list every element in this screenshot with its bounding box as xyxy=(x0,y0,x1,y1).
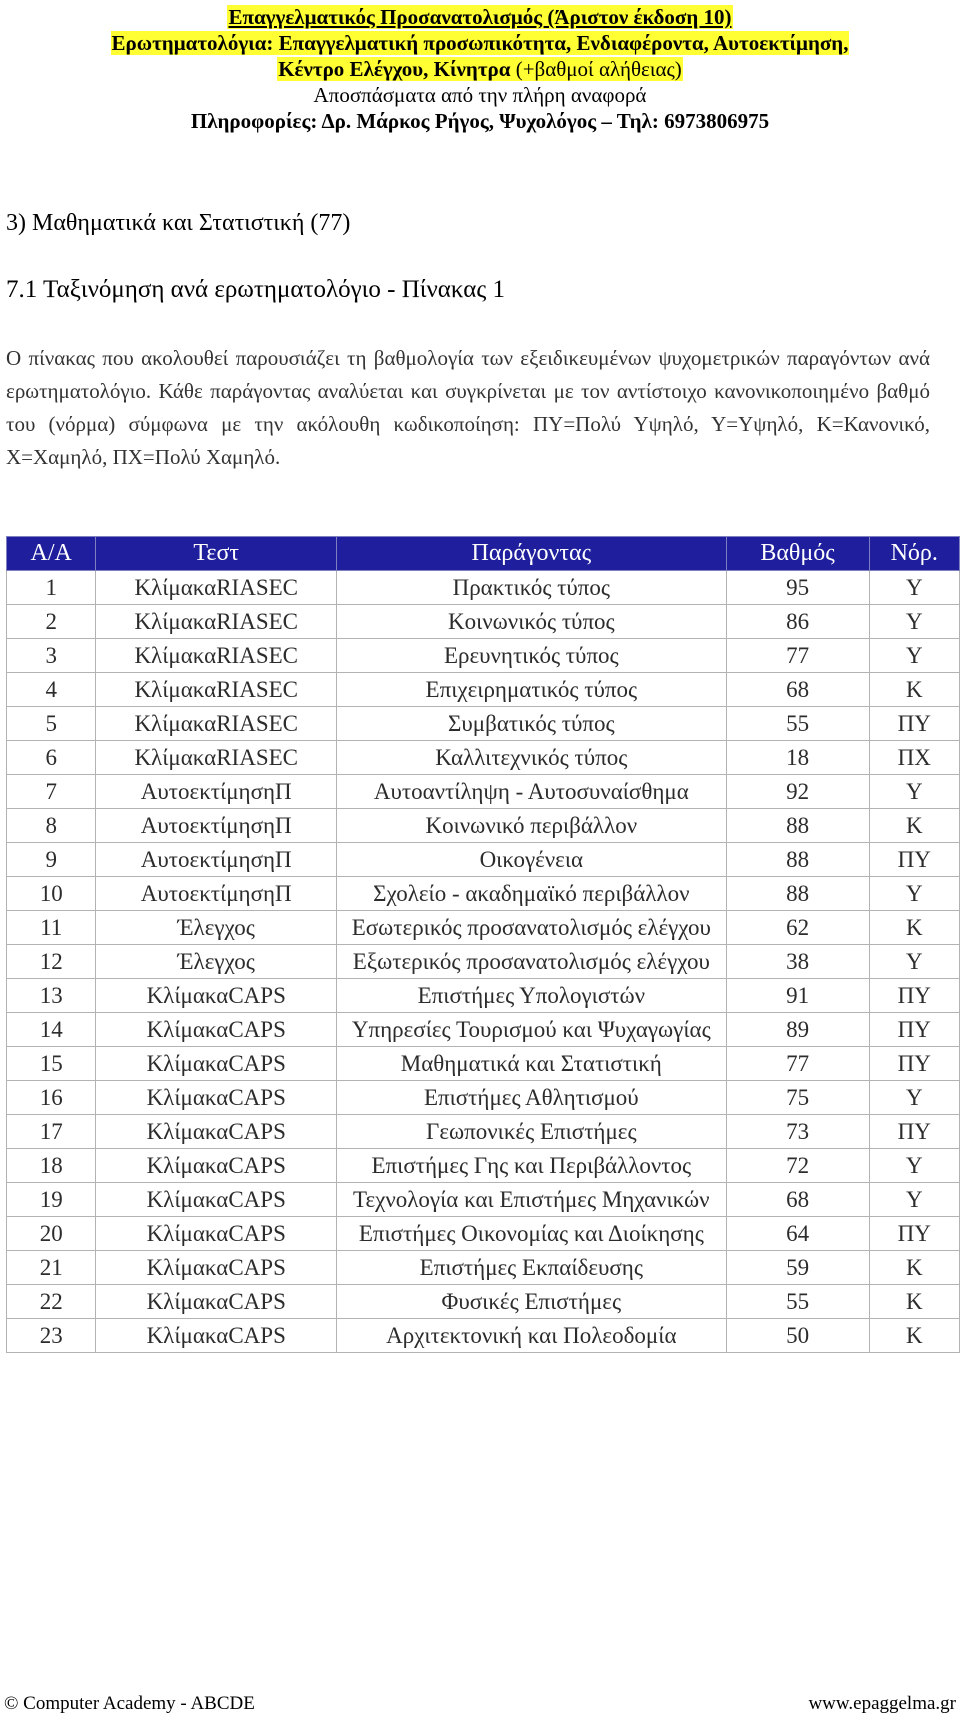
cell-score: 68 xyxy=(726,1183,869,1217)
cell-norm: ΠΧ xyxy=(869,741,959,775)
table-row xyxy=(7,1285,960,1319)
cell-test: ΑυτοεκτίμησηΠ xyxy=(96,809,337,843)
intro-text: Ο πίνακας που ακολουθεί παρουσιάζει τη βαθμολογία των εξειδικευμένων ψυχομετρικών παραγόντων ανά ερωτηματολόγιο. Κάθε παράγοντας αναλύεται και συγκρίνεται με τον αντίστοιχο κανονικοποιημένο βαθμό του (νόρμα) σύμφωνα με την ακόλουθη κωδικοποίηση: ΠΥ=Πολύ Υψηλό, Υ=Υψηλό, Κ=Κανονικό, Χ=Χαμηλό, ΠΧ=Πολύ Χαμηλό. xyxy=(6,346,930,469)
cell-score: 55 xyxy=(726,1285,869,1319)
cell-test: ΚλίμακαCAPS xyxy=(96,1081,337,1115)
table-header-row xyxy=(7,537,960,571)
table-row xyxy=(7,1013,960,1047)
table-row xyxy=(7,673,960,707)
cell-index: 12 xyxy=(7,945,96,979)
table-row xyxy=(7,1047,960,1081)
table-row xyxy=(7,639,960,673)
cell-norm: Κ xyxy=(869,673,959,707)
document-header xyxy=(0,4,960,134)
cell-factor: Επιστήμες Εκπαίδευσης xyxy=(337,1251,727,1285)
cell-index: 23 xyxy=(7,1319,96,1353)
cell-index: 14 xyxy=(7,1013,96,1047)
cell-score: 77 xyxy=(726,1047,869,1081)
header-cell-factor: Παράγοντας xyxy=(337,537,727,571)
cell-factor: Πρακτικός τύπος xyxy=(337,571,727,605)
header-cell-test: Τεστ xyxy=(96,537,337,571)
table-row xyxy=(7,945,960,979)
cell-factor: Αυτοαντίληψη - Αυτοσυναίσθημα xyxy=(337,775,727,809)
cell-index: 19 xyxy=(7,1183,96,1217)
table-row xyxy=(7,571,960,605)
cell-score: 72 xyxy=(726,1149,869,1183)
cell-index: 9 xyxy=(7,843,96,877)
table-row xyxy=(7,707,960,741)
table-row xyxy=(7,1319,960,1353)
header-cell-norm: Νόρ. xyxy=(869,537,959,571)
cell-index: 2 xyxy=(7,605,96,639)
cell-norm: Κ xyxy=(869,1319,959,1353)
cell-score: 50 xyxy=(726,1319,869,1353)
header-cell-score: Βαθμός xyxy=(726,537,869,571)
table-row xyxy=(7,775,960,809)
table-row xyxy=(7,1183,960,1217)
cell-norm: ΠΥ xyxy=(869,1115,959,1149)
cell-score: 92 xyxy=(726,775,869,809)
cell-test: ΚλίμακαCAPS xyxy=(96,979,337,1013)
cell-norm: Κ xyxy=(869,809,959,843)
header-cell-index: Α/Α xyxy=(7,537,96,571)
cell-index: 11 xyxy=(7,911,96,945)
cell-factor: Εσωτερικός προσανατολισμός ελέγχου xyxy=(337,911,727,945)
cell-norm: Υ xyxy=(869,775,959,809)
cell-norm: ΠΥ xyxy=(869,1013,959,1047)
cell-norm: Υ xyxy=(869,571,959,605)
cell-score: 59 xyxy=(726,1251,869,1285)
cell-test: ΚλίμακαRIASEC xyxy=(96,571,337,605)
cell-score: 55 xyxy=(726,707,869,741)
cell-test: ΑυτοεκτίμησηΠ xyxy=(96,775,337,809)
cell-index: 17 xyxy=(7,1115,96,1149)
cell-factor: Υπηρεσίες Τουρισμού και Ψυχαγωγίας xyxy=(337,1013,727,1047)
cell-factor: Επιστήμες Γης και Περιβάλλοντος xyxy=(337,1149,727,1183)
cell-score: 77 xyxy=(726,639,869,673)
cell-factor: Επιστήμες Αθλητισμού xyxy=(337,1081,727,1115)
cell-test: ΚλίμακαCAPS xyxy=(96,1115,337,1149)
cell-index: 15 xyxy=(7,1047,96,1081)
cell-test: ΚλίμακαCAPS xyxy=(96,1047,337,1081)
table-row xyxy=(7,1251,960,1285)
cell-norm: Υ xyxy=(869,877,959,911)
cell-test: ΚλίμακαRIASEC xyxy=(96,605,337,639)
cell-score: 89 xyxy=(726,1013,869,1047)
cell-norm: Κ xyxy=(869,1251,959,1285)
cell-test: ΑυτοεκτίμησηΠ xyxy=(96,877,337,911)
table-row xyxy=(7,605,960,639)
cell-norm: Κ xyxy=(869,1285,959,1319)
cell-factor: Σχολείο - ακαδημαϊκό περιβάλλον xyxy=(337,877,727,911)
cell-test: ΚλίμακαRIASEC xyxy=(96,707,337,741)
cell-index: 5 xyxy=(7,707,96,741)
cell-index: 18 xyxy=(7,1149,96,1183)
table-row xyxy=(7,1081,960,1115)
table-body xyxy=(7,571,960,1353)
cell-test: ΚλίμακαCAPS xyxy=(96,1285,337,1319)
cell-factor: Φυσικές Επιστήμες xyxy=(337,1285,727,1319)
cell-norm: Υ xyxy=(869,1081,959,1115)
cell-factor: Επιχειρηματικός τύπος xyxy=(337,673,727,707)
cell-index: 7 xyxy=(7,775,96,809)
table-row xyxy=(7,843,960,877)
cell-score: 86 xyxy=(726,605,869,639)
cell-index: 10 xyxy=(7,877,96,911)
cell-score: 88 xyxy=(726,877,869,911)
cell-norm: ΠΥ xyxy=(869,843,959,877)
header-contact-line: Πληροφορίες: Δρ. Μάρκος Ρήγος, Ψυχολόγος – Τηλ: 6973806975 xyxy=(190,109,770,133)
cell-norm: ΠΥ xyxy=(869,979,959,1013)
cell-norm: Υ xyxy=(869,605,959,639)
table-row xyxy=(7,741,960,775)
footer-website: www.epaggelma.gr xyxy=(808,1693,956,1714)
header-questionnaires-line-2: Κέντρο Ελέγχου, Κίνητρα xyxy=(278,57,516,81)
cell-test: ΚλίμακαRIASEC xyxy=(96,673,337,707)
cell-score: 91 xyxy=(726,979,869,1013)
header-questionnaires-line: Ερωτηματολόγια: Επαγγελματική προσωπικότητα, Ενδιαφέροντα, Αυτοεκτίμηση, xyxy=(111,31,849,55)
cell-test: ΑυτοεκτίμησηΠ xyxy=(96,843,337,877)
cell-factor: Ερευνητικός τύπος xyxy=(337,639,727,673)
cell-factor: Συμβατικός τύπος xyxy=(337,707,727,741)
cell-score: 88 xyxy=(726,843,869,877)
table-row xyxy=(7,979,960,1013)
cell-factor: Οικογένεια xyxy=(337,843,727,877)
cell-test: ΚλίμακαRIASEC xyxy=(96,741,337,775)
cell-test: Έλεγχος xyxy=(96,911,337,945)
table-row xyxy=(7,877,960,911)
scores-table xyxy=(6,536,960,1353)
table-row xyxy=(7,1115,960,1149)
cell-norm: ΠΥ xyxy=(869,1217,959,1251)
cell-test: ΚλίμακαCAPS xyxy=(96,1217,337,1251)
cell-test: ΚλίμακαCAPS xyxy=(96,1251,337,1285)
cell-factor: Κοινωνικός τύπος xyxy=(337,605,727,639)
cell-factor: Αρχιτεκτονική και Πολεοδομία xyxy=(337,1319,727,1353)
cell-test: ΚλίμακαCAPS xyxy=(96,1183,337,1217)
cell-index: 13 xyxy=(7,979,96,1013)
table-row xyxy=(7,911,960,945)
table-row xyxy=(7,1217,960,1251)
cell-score: 62 xyxy=(726,911,869,945)
cell-norm: Υ xyxy=(869,945,959,979)
header-truth-scores-note: (+βαθμοί αλήθειας) xyxy=(515,57,682,81)
cell-test: ΚλίμακαCAPS xyxy=(96,1319,337,1353)
subsection-title: 7.1 Ταξινόμηση ανά ερωτηματολόγιο - Πίνακας 1 xyxy=(6,276,506,303)
cell-index: 22 xyxy=(7,1285,96,1319)
cell-norm: Υ xyxy=(869,1149,959,1183)
cell-factor: Εξωτερικός προσανατολισμός ελέγχου xyxy=(337,945,727,979)
table-row xyxy=(7,1149,960,1183)
cell-score: 38 xyxy=(726,945,869,979)
cell-factor: Επιστήμες Οικονομίας και Διοίκησης xyxy=(337,1217,727,1251)
cell-score: 95 xyxy=(726,571,869,605)
cell-index: 1 xyxy=(7,571,96,605)
cell-index: 21 xyxy=(7,1251,96,1285)
intro-paragraph xyxy=(6,342,930,474)
section-title: 3) Μαθηματικά και Στατιστική (77) xyxy=(6,210,351,236)
footer-copyright: © Computer Academy - ABCDE xyxy=(4,1693,255,1714)
cell-factor: Τεχνολογία και Επιστήμες Μηχανικών xyxy=(337,1183,727,1217)
cell-factor: Κοινωνικό περιβάλλον xyxy=(337,809,727,843)
cell-score: 64 xyxy=(726,1217,869,1251)
cell-factor: Γεωπονικές Επιστήμες xyxy=(337,1115,727,1149)
cell-score: 68 xyxy=(726,673,869,707)
cell-norm: Υ xyxy=(869,639,959,673)
cell-test: Έλεγχος xyxy=(96,945,337,979)
cell-index: 4 xyxy=(7,673,96,707)
header-excerpts-line: Αποσπάσματα από την πλήρη αναφορά xyxy=(313,83,647,107)
cell-factor: Επιστήμες Υπολογιστών xyxy=(337,979,727,1013)
cell-index: 6 xyxy=(7,741,96,775)
cell-test: ΚλίμακαCAPS xyxy=(96,1149,337,1183)
cell-score: 75 xyxy=(726,1081,869,1115)
cell-score: 18 xyxy=(726,741,869,775)
cell-score: 73 xyxy=(726,1115,869,1149)
cell-norm: ΠΥ xyxy=(869,1047,959,1081)
cell-norm: Κ xyxy=(869,911,959,945)
cell-index: 16 xyxy=(7,1081,96,1115)
cell-index: 8 xyxy=(7,809,96,843)
cell-factor: Καλλιτεχνικός τύπος xyxy=(337,741,727,775)
cell-index: 20 xyxy=(7,1217,96,1251)
cell-norm: ΠΥ xyxy=(869,707,959,741)
cell-test: ΚλίμακαCAPS xyxy=(96,1013,337,1047)
cell-norm: Υ xyxy=(869,1183,959,1217)
table-row xyxy=(7,809,960,843)
cell-score: 88 xyxy=(726,809,869,843)
header-title-line: Επαγγελματικός Προσανατολισμός (Άριστον έκδοση 10) xyxy=(228,5,732,29)
cell-test: ΚλίμακαRIASEC xyxy=(96,639,337,673)
cell-index: 3 xyxy=(7,639,96,673)
cell-factor: Μαθηματικά και Στατιστική xyxy=(337,1047,727,1081)
